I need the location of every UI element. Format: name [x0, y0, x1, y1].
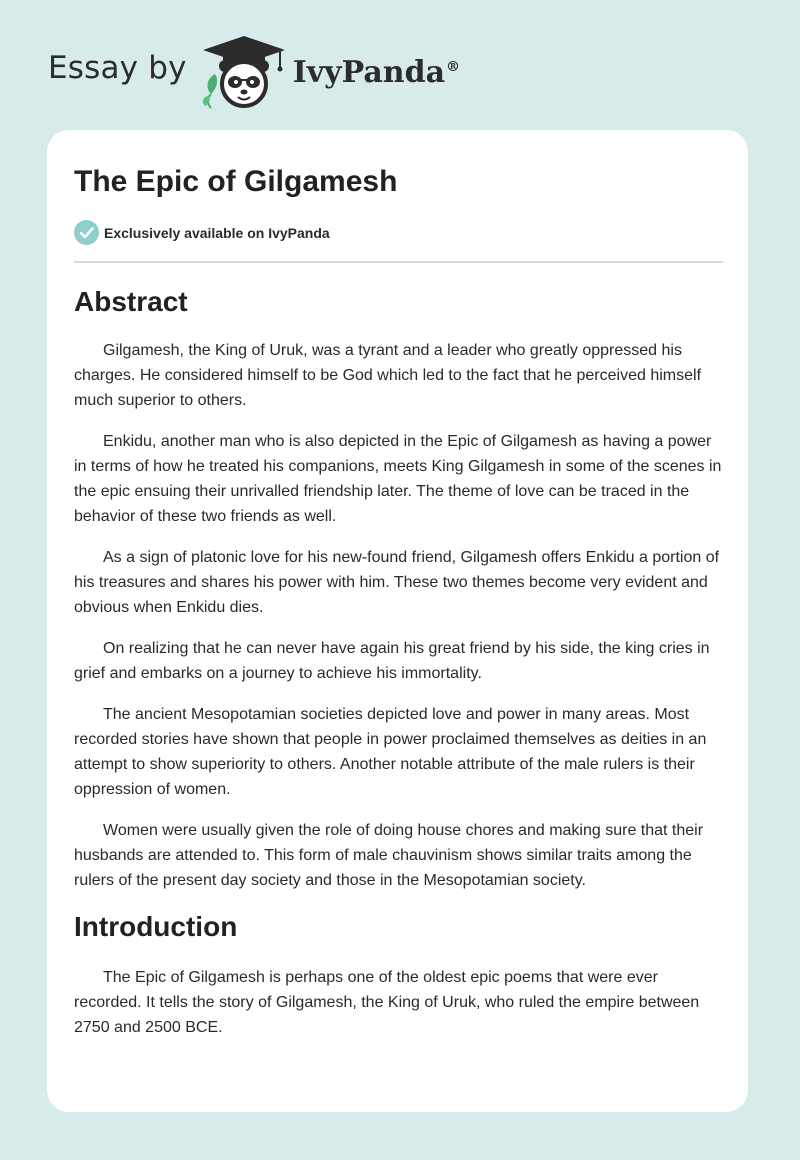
paragraph: Women were usually given the role of doing house chores and making sure that their husbands are attended to. This form of male chauvinism shows similar traits among the rulers of the present day society and those in the Mesopotamian society.: [74, 822, 704, 889]
paragraph: Enkidu, another man who is also depicted in the Epic of Gilgamesh as having a power in terms of how he treated his companions, meets King Gilgamesh in some of the scenes in the epic ensuing their unrivalled friendship later. The theme of love can be traced in the behavior of these two friends as well.: [74, 433, 722, 525]
check-circle-icon: [74, 220, 99, 245]
title-divider: [74, 261, 723, 263]
page-title: The Epic of Gilgamesh: [74, 165, 398, 198]
paragraph: The Epic of Gilgamesh is perhaps one of the oldest epic poems that were ever recorded. It tells the story of Gilgamesh, the King of Uruk, who ruled the empire between 2750 and 2500 BCE.: [74, 969, 700, 1036]
paragraph: The ancient Mesopotamian societies depicted love and power in many areas. Most recorded stories have shown that people in power proclaimed themselves as deities in an attempt to show superiority to others. Another notable attribute of the male rulers is their oppression of women.: [74, 706, 707, 798]
section-heading-introduction: Introduction: [74, 911, 238, 942]
section-heading-abstract: Abstract: [74, 286, 188, 317]
paragraph: Gilgamesh, the King of Uruk, was a tyrant and a leader who greatly oppressed his charges. He considered himself to be God which led to the fact that he perceived himself much superior to others.: [74, 342, 702, 409]
trademark-symbol: ®: [446, 58, 461, 75]
essay-by-label: Essay by: [48, 50, 187, 86]
exclusive-badge: [74, 220, 330, 245]
site-header: [48, 30, 460, 110]
badge-text: Exclusively available on IvyPanda: [104, 224, 330, 241]
essay-body: [74, 284, 723, 1056]
paragraph: On realizing that he can never have again his great friend by his side, the king cries in grief and embarks on a journey to achieve his immortality.: [74, 640, 710, 682]
ivy-leaf-icon: [203, 74, 217, 108]
panda-graduate-icon[interactable]: [201, 30, 287, 110]
paragraph: As a sign of platonic love for his new-found friend, Gilgamesh offers Enkidu a portion of his treasures and shares his power with him. These two themes become very evident and obvious when Enkidu dies.: [74, 549, 720, 616]
essay-card: [47, 130, 748, 1112]
brand-name[interactable]: IvyPanda®: [292, 54, 461, 90]
